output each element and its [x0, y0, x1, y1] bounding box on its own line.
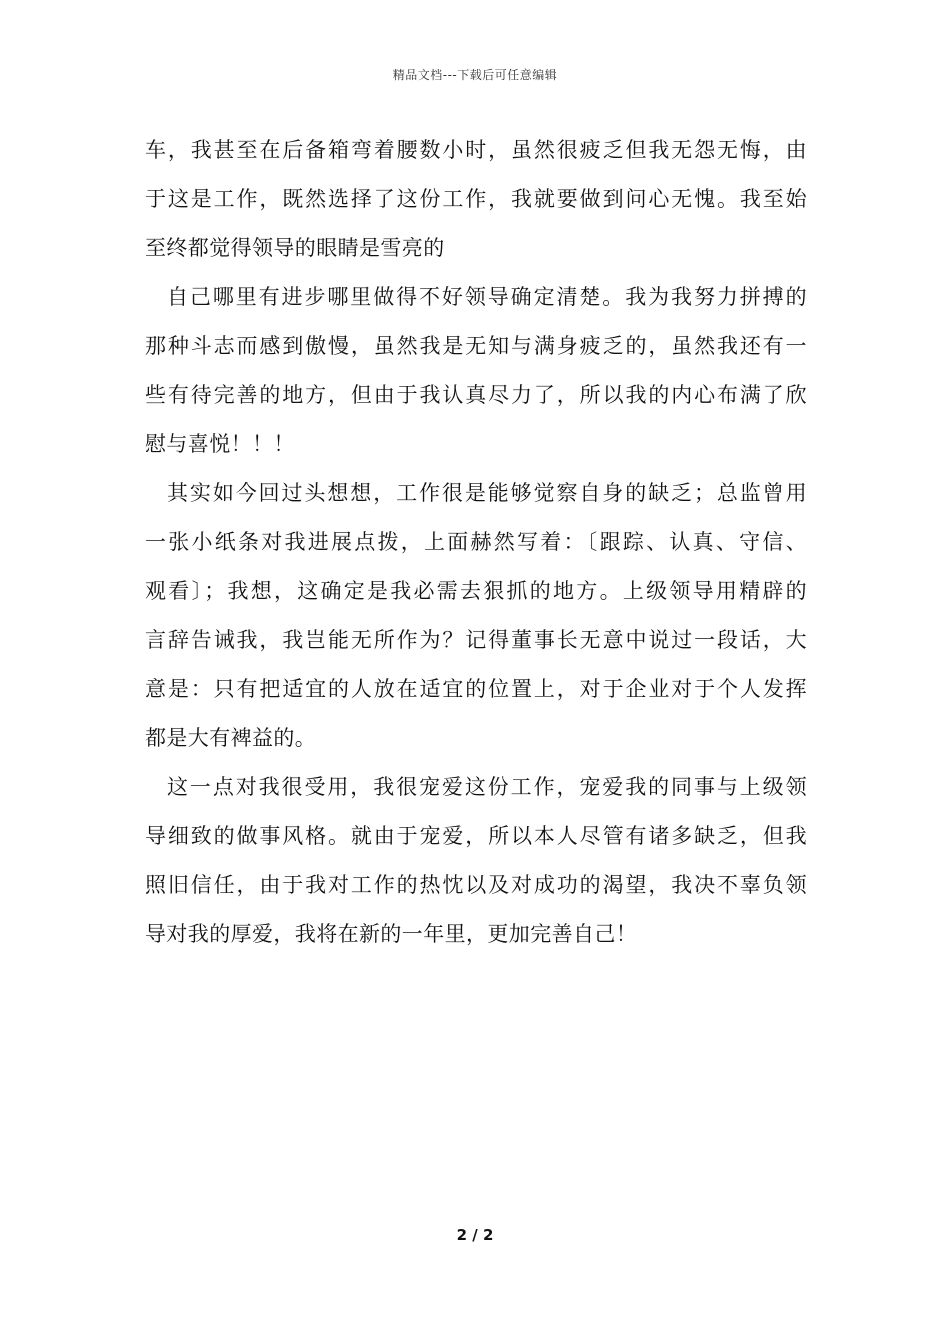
text-line: 照旧信任，由于我对工作的热忱以及对成功的渴望，我决不辜负领	[145, 873, 807, 897]
page-header: 精品文档---下载后可任意编辑	[392, 68, 558, 82]
page-number: 2 / 2	[456, 1226, 494, 1244]
text-line: 言辞告诫我，我岂能无所作为？记得董事长无意中说过一段话，大	[145, 628, 807, 652]
text-line: 车，我甚至在后备箱弯着腰数小时，虽然很疲乏但我无怨无悔，由	[145, 138, 807, 162]
text-line: 自己哪里有进步哪里做得不好领导确定清楚。我为我努力拼搏的	[167, 285, 807, 309]
text-line: 于这是工作，既然选择了这份工作，我就要做到问心无愧。我至始	[145, 187, 807, 211]
paragraph-4	[145, 763, 807, 959]
text-line: 至终都觉得领导的眼睛是雪亮的	[145, 236, 445, 260]
paragraph-2	[145, 273, 807, 469]
paragraph-1	[145, 126, 807, 273]
document-body	[145, 126, 807, 959]
text-line: 意是：只有把适宜的人放在适宜的位置上，对于企业对于个人发挥	[145, 677, 807, 701]
text-line: 这一点对我很受用，我很宠爱这份工作，宠爱我的同事与上级领	[167, 775, 807, 799]
text-line: 些有待完善的地方，但由于我认真尽力了，所以我的内心布满了欣	[145, 383, 807, 407]
text-line: 那种斗志而感到傲慢，虽然我是无知与满身疲乏的，虽然我还有一	[145, 334, 807, 358]
text-line: 都是大有裨益的。	[145, 726, 317, 750]
text-line: 一张小纸条对我进展点拨，上面赫然写着：〔跟踪、认真、守信、	[145, 530, 807, 554]
text-line: 观看〕；我想，这确定是我必需去狠抓的地方。上级领导用精辟的	[145, 579, 807, 603]
text-line: 导对我的厚爱，我将在新的一年里，更加完善自己！	[145, 922, 638, 946]
text-line: 导细致的做事风格。就由于宠爱，所以本人尽管有诸多缺乏，但我	[145, 824, 807, 848]
paragraph-3	[145, 469, 807, 763]
text-line: 慰与喜悦！！！	[145, 432, 295, 456]
text-line: 其实如今回过头想想，工作很是能够觉察自身的缺乏；总监曾用	[167, 481, 807, 505]
